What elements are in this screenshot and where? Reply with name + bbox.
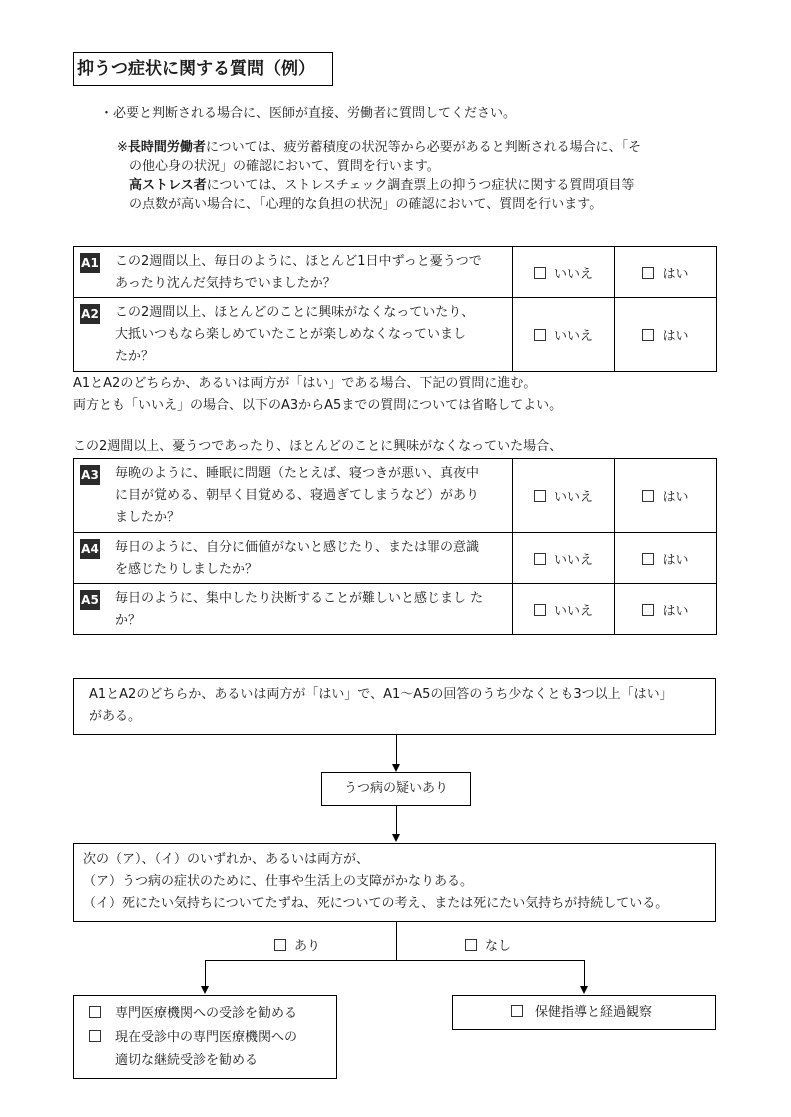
answer-yes-checkbox[interactable] [615, 584, 717, 635]
answer-yes-label: はい [662, 266, 689, 282]
flow-connector [584, 960, 585, 987]
arrow-down-icon [201, 986, 209, 994]
lead-text: この2週間以上、憂うつであったり、ほとんどのことに興味がなくなっていた場合、 [73, 439, 563, 454]
guidance-option[interactable] [511, 1003, 652, 1023]
answer-yes-checkbox[interactable] [615, 247, 717, 298]
answer-no-label: いいえ [553, 603, 593, 619]
branch-instruction-1: A1とA2のどちらか、あるいは両方が「はい」である場合、下記の質問に進む。 [73, 376, 537, 391]
answer-no-checkbox[interactable] [513, 533, 615, 584]
flow-connector [205, 960, 206, 987]
question-row [74, 584, 717, 635]
question-line: 大抵いつもなら楽しめていたことが楽しめなくなっていまし [115, 327, 467, 342]
answer-no-checkbox[interactable] [513, 247, 615, 298]
checkbox-icon [534, 604, 546, 616]
question-row [74, 298, 717, 372]
question-line: 毎晩のように、睡眠に問題（たとえば、寝つきが悪い、真夜中 [115, 466, 480, 481]
checkbox-icon [642, 553, 654, 565]
branch-yes-option[interactable] [274, 937, 320, 957]
checkbox-icon [89, 1006, 101, 1018]
answer-no-label: いいえ [553, 329, 593, 344]
question-line: あったり沈んだ気持ちでいましたか？ [115, 276, 336, 291]
answer-yes-label: はい [662, 329, 689, 344]
answer-yes-checkbox[interactable] [615, 533, 717, 584]
question-cell [74, 247, 513, 298]
flow-connector [396, 735, 397, 765]
question-text [115, 537, 479, 581]
answer-yes-checkbox[interactable] [615, 298, 717, 372]
answer-no-checkbox[interactable] [513, 584, 615, 635]
checkbox-icon [511, 1005, 523, 1017]
note-line-3 [129, 176, 634, 196]
arrow-down-icon [392, 834, 400, 842]
arrow-down-icon [580, 986, 588, 994]
answer-no-label: いいえ [553, 490, 593, 505]
question-line: か？ [115, 613, 142, 628]
note-line-1 [117, 138, 641, 158]
answer-no-label: いいえ [553, 552, 593, 568]
question-id-badge: A1 [80, 253, 100, 273]
checkbox-icon [534, 553, 546, 565]
checkbox-icon [89, 1030, 101, 1042]
note-line-3-rest: については、ストレスチェック調査票上の抑うつ症状に関する質問項目等 [206, 178, 635, 193]
continue-treatment-label-line-2: 適切な継続受診を勧める [115, 1053, 259, 1068]
question-text [115, 588, 483, 632]
flow-guidance-box [452, 995, 716, 1030]
checkbox-icon [465, 939, 477, 951]
question-id-badge: A3 [80, 465, 100, 485]
checkbox-icon [534, 490, 546, 502]
flow-suspicion-box [321, 772, 471, 806]
answer-yes-label: はい [662, 552, 689, 568]
question-table-1 [73, 246, 717, 372]
answer-yes-label: はい [662, 490, 689, 505]
question-row [74, 459, 717, 533]
question-cell [74, 298, 513, 372]
question-cell [74, 584, 513, 635]
note-mark: ※ [117, 140, 128, 155]
question-line: この2週間以上、毎日のように、ほとんど1日中ずっと憂うつで [115, 254, 482, 269]
continue-treatment-label: 現在受診中の専門医療機関への [115, 1030, 298, 1045]
note-line-4: の点数が高い場合に、「心理的な負担の状況」の確認において、質問を行います。 [129, 197, 603, 212]
flow-criteria-box [73, 843, 716, 922]
branch-no-label: なし [485, 939, 512, 954]
checkbox-icon [534, 267, 546, 279]
flow-branch-line [205, 960, 585, 961]
checkbox-icon [274, 939, 286, 951]
checkbox-icon [642, 329, 654, 341]
question-cell [74, 533, 513, 584]
question-line: 毎日のように、集中したり決断することが難しいと感じまし た [115, 591, 484, 606]
question-line: たか？ [115, 349, 155, 364]
question-text [115, 302, 474, 368]
continue-treatment-option[interactable] [89, 1028, 297, 1048]
flow-suspicion-label: うつ病の疑いあり [343, 781, 448, 796]
checkbox-icon [534, 329, 546, 341]
flow-condition-line-1: A1とA2のどちらか、あるいは両方が「はい」で、A1～A5の回答のうち少なくとも3つ以上「はい」 [89, 687, 673, 702]
guidance-label: 保健指導と経過観察 [535, 1005, 653, 1020]
flow-criteria-line-3: （イ）死にたい気持ちについてたずね、死についての考え、または死にたい気持ちが持続している。 [83, 896, 669, 911]
flow-connector [396, 806, 397, 835]
flow-condition-box [73, 678, 716, 735]
question-line: を感じたりしましたか？ [115, 562, 259, 577]
branch-instruction-2: 両方とも「いいえ」の場合、以下のA3からA5までの質問については省略してよい。 [73, 398, 563, 413]
question-line: 毎日のように、自分に価値がないと感じたり、または罪の意識 [115, 540, 480, 555]
question-id-badge: A4 [80, 539, 100, 559]
flow-referral-box [73, 995, 337, 1079]
flow-connector [396, 922, 397, 960]
arrow-down-icon [392, 764, 400, 772]
branch-yes-label: あり [294, 939, 321, 954]
answer-no-checkbox[interactable] [513, 459, 615, 533]
question-text [115, 463, 479, 529]
note-line-2: の他心身の状況」の確認において、質問を行います。 [129, 159, 440, 174]
answer-yes-checkbox[interactable] [615, 459, 717, 533]
note-line-1-rest: については、疲労蓄積度の状況等から必要があると判断される場合に、「そ [205, 140, 642, 155]
referral-option[interactable] [89, 1004, 297, 1024]
question-line: に目が覚める、朝早く目覚める、寝過ぎてしまうなど）があり [115, 488, 480, 503]
question-id-badge: A2 [80, 304, 100, 324]
instruction-text: ・必要と判断される場合に、医師が直接、労働者に質問してください。 [100, 106, 517, 121]
question-row [74, 247, 717, 298]
question-row [74, 533, 717, 584]
checkbox-icon [642, 267, 654, 279]
referral-label: 専門医療機関への受診を勧める [115, 1006, 298, 1021]
branch-no-option[interactable] [465, 937, 511, 957]
answer-yes-label: はい [662, 603, 689, 619]
note-long-hours-term: 長時間労働者 [127, 140, 206, 155]
question-line: この2週間以上、ほとんどのことに興味がなくなっていたり、 [115, 305, 475, 320]
flow-criteria-line-1: 次の（ア）、（イ）のいずれか、あるいは両方が、 [83, 852, 370, 867]
question-text [115, 251, 482, 295]
question-cell [74, 459, 513, 533]
checkbox-icon [642, 490, 654, 502]
note-high-stress-term: 高ストレス者 [129, 178, 207, 193]
question-line: ましたか？ [115, 510, 181, 525]
page-title: 抑うつ症状に関する質問（例） [73, 52, 333, 86]
checkbox-icon [642, 604, 654, 616]
flow-condition-line-2: がある。 [89, 709, 142, 724]
flow-criteria-line-2: （ア）うつ病の症状のために、仕事や生活上の支障がかなりある。 [83, 874, 474, 889]
question-table-2 [73, 458, 717, 635]
answer-no-label: いいえ [553, 266, 593, 282]
answer-no-checkbox[interactable] [513, 298, 615, 372]
question-id-badge: A5 [80, 590, 100, 610]
